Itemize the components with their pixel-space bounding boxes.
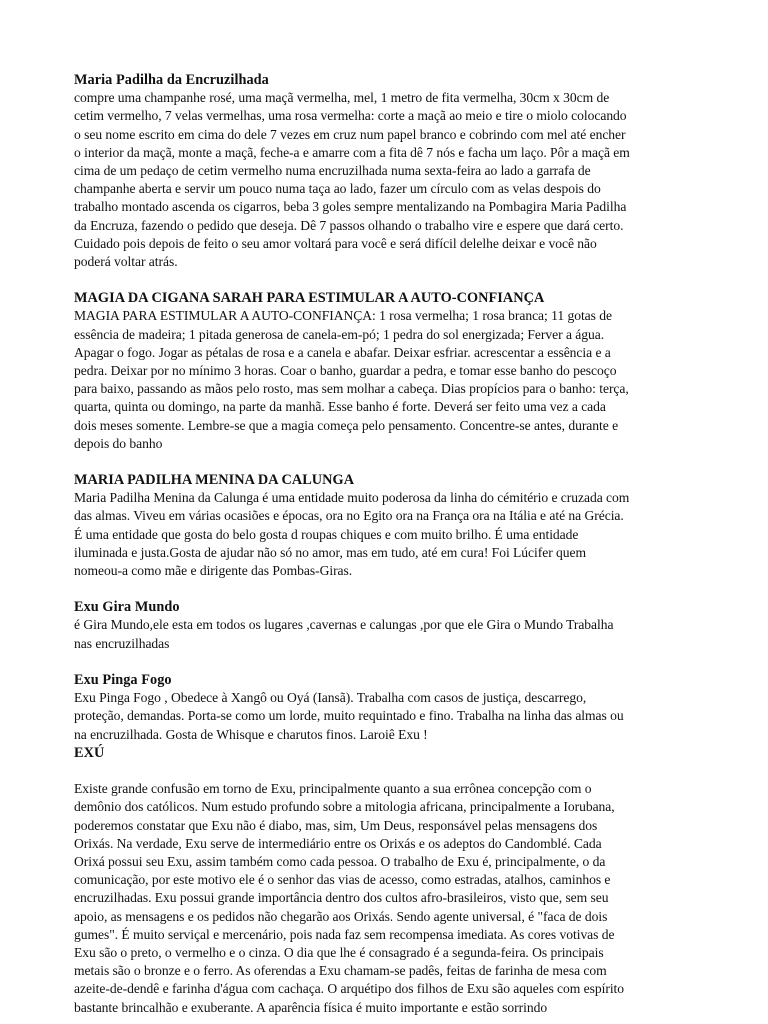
paragraph-line: dois meses somente. Lembre-se que a magia começa pelo pensamento. Concentre-se antes, durante e xyxy=(74,417,619,433)
section-title: Exu Gira Mundo xyxy=(74,599,180,616)
paragraph-line: demônio dos católicos. Num estudo profundo sobre a mitologia africana, principalmente a Iorubana, xyxy=(74,799,615,815)
paragraph-line: gumes". É muito serviçal e mercenário, pois nada faz sem recompensa imediata. As cores votivas de xyxy=(74,926,615,942)
section-exu-gira-mundo xyxy=(74,598,722,653)
paragraph-line: proteção, demandas. Porta-se como um lorde, muito requintado e fino. Trabalha na linha das almas ou xyxy=(74,708,624,724)
paragraph-line: nas encruzilhadas xyxy=(74,635,170,651)
paragraph-line: das almas. Viveu em várias ocasiões e épocas, ora no Egito ora na França ora na Itália e até na Grécia. xyxy=(74,508,624,524)
section-maria-padilha-encruzilhada xyxy=(74,71,722,271)
paragraph-line: cetim vermelho, 7 velas vermelhas, uma rosa vermelha: corte a maçã ao meio e tire o miolo colocando xyxy=(74,108,627,124)
paragraph-line: MAGIA PARA ESTIMULAR A AUTO-CONFIANÇA: 1 rosa vermelha; 1 rosa branca; 11 gotas de xyxy=(74,308,612,324)
paragraph-line: é Gira Mundo,ele esta em todos os lugares ,cavernas e calungas ,por que ele Gira o Mundo Trabalha xyxy=(74,617,614,633)
paragraph-line: compre uma champanhe rosé, uma maçã vermelha, mel, 1 metro de fita vermelha, 30cm x 30cm de xyxy=(74,90,610,106)
paragraph-line: quarta, quinta ou domingo, na parte da manhã. Esse banho é forte. Deverá ser feito uma vez a cada xyxy=(74,399,606,415)
paragraph-line: iluminada e justa.Gosta de ajudar não só no amor, mas em tudo, até em cura! Foi Lúcifer quem xyxy=(74,544,587,560)
paragraph-line: Maria Padilha Menina da Calunga é uma entidade muito poderosa da linha do cémitério e cruzada com xyxy=(74,490,630,506)
section-title: MAGIA DA CIGANA SARAH PARA ESTIMULAR A AUTO-CONFIANÇA xyxy=(74,290,545,307)
paragraph-line: Apagar o fogo. Jogar as pétalas de rosa e a canela e abafar. Deixar esfriar. acrescentar a essência e a xyxy=(74,344,611,360)
paragraph-line: apoio, as mensagens e os pedidos não chegarão aos Orixás. Sendo agente universal, é "faca de dois xyxy=(74,908,608,924)
paragraph-line: da Encruza, fazendo o pedido que deseja. Dê 7 passos olhando o trabalho vire e espere que dará certo. xyxy=(74,217,624,233)
paragraph-line: Orixá possui seu Exu, assim também como cada pessoa. O trabalho de Exu é, principalmente, o da xyxy=(74,853,606,869)
paragraph-line: Orixás. Na verdade, Exu serve de intermediário entre os Orixás e os adeptos do Candomblé. Cada xyxy=(74,835,602,851)
section-exu-pinga-fogo xyxy=(74,671,722,1017)
paragraph-line: Exu são o preto, o vermelho e o cinza. O dia que lhe é consagrado é a segunda-feira. Os principais xyxy=(74,944,604,960)
paragraph-line: trabalho montado ascenda os cigarros, beba 3 goles sempre mentalizando na Pombagira Maria Padilha xyxy=(74,199,627,215)
paragraph-line: encruzilhadas. Exu possui grande importância dentro dos cultos afro-brasileiros, visto que, sem seu xyxy=(74,890,609,906)
paragraph-line: Cuidado pois depois de feito o seu amor voltará para você e será difícil delelhe deixar e você não xyxy=(74,235,597,251)
paragraph-line: Existe grande confusão em torno de Exu, principalmente quanto a sua errônea concepção com o xyxy=(74,781,592,797)
paragraph-line: comunicação, por este motivo ele é o senhor das vias de acesso, como estradas, atalhos, caminhos e xyxy=(74,872,611,888)
paragraph-line: o interior da maçã, monte a maçã, feche-a e amarre com a fita dê 7 nós e facha um laço. Pôr a maçã em xyxy=(74,144,630,160)
paragraph-line: na encruzilhada. Gosta de Whisque e charutos finos. Laroiê Exu ! xyxy=(74,726,428,742)
paragraph-line: champanhe aberta e servir um pouco numa taça ao lado, fazer um círculo com as velas despois do xyxy=(74,181,601,197)
section-maria-padilha-menina-calunga xyxy=(74,471,722,580)
section-title: Maria Padilha da Encruzilhada xyxy=(74,72,269,88)
paragraph-line: metais são o bronze e o ferro. As oferendas a Exu chamam-se padês, feitas de farinha de mesa com xyxy=(74,963,607,979)
section-magia-cigana-sarah xyxy=(74,289,722,453)
document-page xyxy=(74,71,722,1017)
section-title-exu: EXÚ xyxy=(74,744,105,761)
paragraph-line: nomeou-a como mãe e dirigente das Pombas-Giras. xyxy=(74,563,353,579)
section-title: MARIA PADILHA MENINA DA CALUNGA xyxy=(74,472,355,489)
paragraph-line: depois do banho xyxy=(74,435,163,451)
blank-line xyxy=(74,762,722,780)
paragraph-line: azeite-de-dendê e farinha d'água com cachaça. O arquétipo dos filhos de Exu são aqueles com espírito xyxy=(74,981,625,997)
section-title: Exu Pinga Fogo xyxy=(74,671,172,688)
paragraph-line: pedra. Deixar por no mínimo 3 horas. Coar o banho, guardar a pedra, e tomar esse banho do pescoço xyxy=(74,363,617,379)
paragraph-line: Exu Pinga Fogo , Obedece à Xangô ou Oyá (Iansã). Trabalha com casos de justiça, descarrego, xyxy=(74,690,587,706)
paragraph-line: É uma entidade que gosta do belo gosta d roupas chiques e com muito brilho. É uma entidade xyxy=(74,526,579,542)
paragraph-line: essência de madeira; 1 pitada generosa de canela-em-pó; 1 pedra do sol energizada; Ferver a água. xyxy=(74,326,605,342)
paragraph-line: para baixo, passando as mãos pelo rosto, mas sem molhar a cabeça. Dias propícios para o banho: terça, xyxy=(74,381,629,397)
paragraph-line: poderá voltar atrás. xyxy=(74,254,178,270)
paragraph-line: poderemos constatar que Exu não é diabo, mas, sim, Um Deus, responsável pelas mensagens dos xyxy=(74,817,598,833)
paragraph-line: cima de um pedaço de cetim vermelho numa encruzilhada numa sexta-feira ao lado a garrafa de xyxy=(74,163,591,179)
paragraph-line: bastante brincalhão e exuberante. A aparência física é muito importante e estão sorrindo xyxy=(74,999,548,1015)
paragraph-line: o seu nome escrito em cima do dele 7 vezes em cruz num papel branco e cobrindo com mel até encher xyxy=(74,126,626,142)
